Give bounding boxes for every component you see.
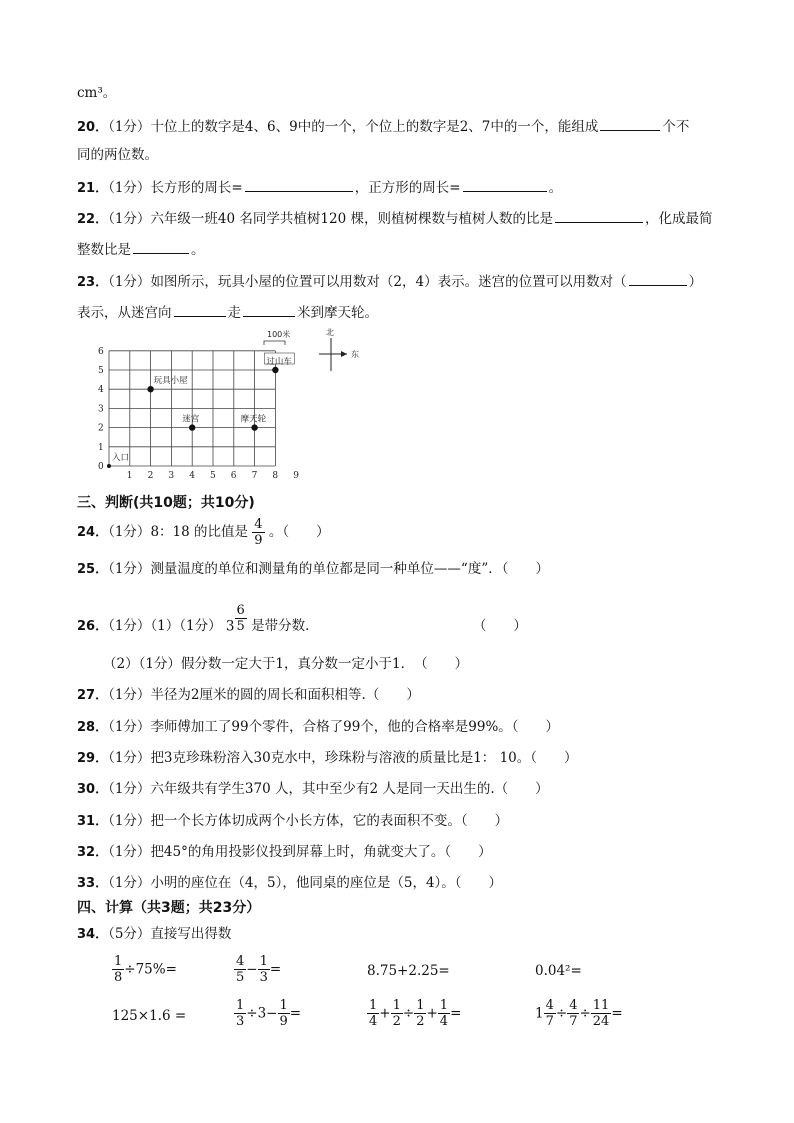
y-tick-label: 2 bbox=[98, 423, 104, 434]
q23-blank-3[interactable] bbox=[243, 302, 295, 317]
question-26-sub2: （2）（1分）假分数一定大于1，真分数一定小于1． （ ） bbox=[103, 656, 469, 672]
expr-2-n2: 1 bbox=[259, 954, 268, 969]
q32-text: 把45°的角用投影仪投到屏幕上时，角就变大了。（ ） bbox=[150, 844, 492, 860]
q25-text: 测量温度的单位和测量角的单位都是同一种单位——“度”．（ ） bbox=[150, 561, 549, 577]
expr-8-whole: 1 bbox=[535, 1005, 544, 1022]
expr-2-frac-1 bbox=[234, 954, 246, 985]
q21-blank-1[interactable] bbox=[245, 177, 353, 192]
x-tick-label: 8 bbox=[272, 471, 279, 481]
x-tick-label: 4 bbox=[189, 471, 195, 481]
q29-score: （1分） bbox=[108, 750, 151, 766]
expr-6-mid: ÷3− bbox=[246, 1005, 278, 1022]
q23-blank-1[interactable] bbox=[629, 271, 687, 286]
q24-frac-d: 9 bbox=[254, 533, 263, 548]
question-23-cont bbox=[77, 302, 378, 322]
question-26 bbox=[77, 603, 527, 647]
question-23 bbox=[77, 271, 702, 292]
q26-text-a: 是带分数． bbox=[251, 618, 319, 634]
expr-6-eq: = bbox=[289, 1005, 302, 1022]
map-point-label: 过山车 bbox=[266, 357, 292, 367]
expr-7-eq: = bbox=[450, 1005, 462, 1022]
q21-score: （1分） bbox=[108, 180, 151, 196]
q22-text-d: 。 bbox=[191, 242, 205, 258]
question-25 bbox=[77, 560, 549, 579]
x-tick-label: 6 bbox=[230, 471, 237, 481]
y-tick-label: 3 bbox=[98, 404, 104, 415]
q24-score: （1分） bbox=[108, 524, 151, 540]
q33-number: 33． bbox=[77, 876, 109, 891]
expr-2-n1: 4 bbox=[236, 954, 245, 969]
q24-fraction bbox=[252, 517, 264, 548]
q29-text: 把3克珍珠粉溶入30克水中，珍珠粉与溶液的质量比是1： 10。（ ） bbox=[150, 750, 578, 766]
q20-score: （1分） bbox=[108, 119, 151, 135]
y-tick-label: 1 bbox=[98, 442, 104, 453]
east-label: 东 bbox=[351, 350, 359, 359]
q20-text-end: 个不 bbox=[662, 119, 690, 135]
coordinate-map bbox=[95, 326, 375, 484]
question-28 bbox=[77, 718, 559, 737]
x-tick-label: 1 bbox=[126, 471, 133, 481]
expr-2-op: − bbox=[246, 961, 258, 978]
expr-7-d2: 2 bbox=[392, 1014, 401, 1029]
expr-7-d3: 2 bbox=[416, 1014, 425, 1029]
question-24 bbox=[77, 516, 330, 549]
q22-blank-2[interactable] bbox=[133, 239, 189, 254]
grid-lines bbox=[109, 351, 275, 466]
q26-number: 26． bbox=[77, 619, 109, 634]
q22-text-b: ，化成最简 bbox=[644, 211, 713, 227]
x-tick-label: 7 bbox=[251, 471, 258, 481]
q20-number: 20． bbox=[77, 120, 109, 135]
y-tick-label: 5 bbox=[98, 366, 104, 376]
expr-7-n3: 1 bbox=[416, 998, 425, 1013]
q23-blank-2[interactable] bbox=[174, 302, 226, 317]
expr-7-op1: + bbox=[379, 1005, 391, 1022]
map-point bbox=[272, 367, 278, 373]
question-20 bbox=[77, 116, 689, 137]
expr-8-n2: 4 bbox=[569, 998, 578, 1013]
expr-7-n2: 1 bbox=[392, 998, 401, 1013]
y-tick-label: 6 bbox=[98, 346, 104, 357]
q24-frac-n: 4 bbox=[254, 517, 263, 532]
question-33 bbox=[77, 874, 502, 893]
expr-8 bbox=[535, 998, 623, 1029]
question-22-cont bbox=[77, 239, 205, 259]
expr-8-d1: 7 bbox=[545, 1014, 554, 1029]
y-tick-label: 0 bbox=[98, 462, 104, 472]
expr-7-op2: ÷ bbox=[402, 1005, 415, 1022]
map-point bbox=[107, 464, 111, 468]
q28-text: 李师傅加工了99个零件，合格了99个，他的合格率是99%。（ ） bbox=[150, 719, 560, 735]
q24-text-b: 。（ ） bbox=[268, 524, 330, 540]
expr-1-d: 8 bbox=[114, 970, 123, 985]
q26-frac-d: 5 bbox=[236, 619, 245, 634]
map-point-label: 玩具小屋 bbox=[153, 376, 188, 387]
question-22 bbox=[77, 208, 712, 229]
expr-8-n1: 4 bbox=[545, 998, 554, 1013]
q21-text-b: ，正方形的周长= bbox=[354, 180, 461, 196]
y-tick-label: 4 bbox=[98, 385, 104, 396]
expr-2-d2: 3 bbox=[259, 970, 268, 985]
q29-number: 29． bbox=[77, 751, 109, 766]
map-point-label: 迷宫 bbox=[182, 414, 200, 425]
q23-text-a: 如图所示，玩具小屋的位置可以用数对（2，4）表示。迷宫的位置可以用数对（ bbox=[150, 274, 627, 290]
expr-7-frac-2 bbox=[391, 998, 403, 1029]
expr-7-frac-1 bbox=[367, 998, 379, 1029]
q31-score: （1分） bbox=[108, 813, 151, 829]
q26-frac-n: 6 bbox=[236, 603, 245, 618]
q24-text-a: 8：18 的比值是 bbox=[150, 524, 248, 540]
q32-number: 32． bbox=[77, 845, 109, 860]
expr-6-n1: 1 bbox=[236, 998, 245, 1013]
expr-1-frac bbox=[112, 954, 124, 985]
q33-score: （1分） bbox=[108, 875, 151, 891]
section-3-heading: 三、判断(共10题；共10分) bbox=[77, 495, 255, 511]
q27-text: 半径为2厘米的圆的周长和面积相等.（ ） bbox=[150, 687, 420, 703]
expr-2-eq: = bbox=[269, 961, 282, 978]
x-tick-label: 2 bbox=[147, 471, 154, 481]
q28-number: 28． bbox=[77, 720, 109, 735]
expr-5: 125×1.6 = bbox=[112, 1008, 187, 1024]
question-34 bbox=[77, 925, 231, 944]
q34-score: （5分） bbox=[108, 926, 151, 942]
expr-7-n1: 1 bbox=[369, 998, 378, 1013]
expr-8-frac-1 bbox=[544, 998, 556, 1029]
q21-text-c: 。 bbox=[548, 180, 563, 196]
question-31 bbox=[77, 812, 508, 831]
expr-8-d2: 7 bbox=[569, 1014, 578, 1029]
q26-whole: 3 bbox=[225, 618, 235, 635]
x-tick-label: 5 bbox=[210, 471, 216, 481]
question-32 bbox=[77, 843, 492, 862]
q23-score: （1分） bbox=[108, 274, 151, 290]
expr-7 bbox=[367, 998, 461, 1029]
q26-fraction bbox=[235, 603, 247, 634]
expr-6 bbox=[234, 998, 301, 1029]
q22-score: （1分） bbox=[108, 211, 151, 227]
question-20-cont: 同的两位数。 bbox=[77, 147, 158, 163]
question-27 bbox=[77, 686, 420, 705]
expr-8-frac-2 bbox=[567, 998, 579, 1029]
map-point bbox=[189, 424, 195, 430]
expr-8-eq: = bbox=[611, 1005, 623, 1022]
x-tick-label: 9 bbox=[293, 471, 299, 481]
q22-text-c: 整数比是 bbox=[77, 242, 131, 258]
q34-text: 直接写出得数 bbox=[150, 926, 232, 942]
q20-text: 十位上的数字是4、6、9中的一个，个位上的数字是2、7中的一个，能组成 bbox=[150, 119, 599, 135]
q23-text-b: ） bbox=[688, 274, 703, 290]
q20-blank[interactable] bbox=[600, 116, 660, 131]
expr-7-frac-4 bbox=[438, 998, 450, 1029]
map-point-label: 摩天轮 bbox=[240, 414, 267, 425]
expr-8-d3: 24 bbox=[592, 1014, 610, 1029]
q32-score: （1分） bbox=[108, 844, 151, 860]
expr-7-n4: 1 bbox=[439, 998, 449, 1013]
q33-text: 小明的座位在（4，5），他同桌的座位是（5，4）。（ ） bbox=[150, 875, 503, 891]
map-point-label: 入口 bbox=[112, 453, 130, 463]
expr-3: 8.75+2.25= bbox=[367, 963, 450, 979]
q31-text: 把一个长方体切成两个小长方体，它的表面积不变。（ ） bbox=[150, 813, 509, 829]
section-4-heading: 四、计算（共3题；共23分） bbox=[77, 900, 261, 916]
q27-number: 27． bbox=[77, 688, 109, 703]
expr-6-frac-1 bbox=[234, 998, 246, 1029]
q21-text-a: 长方形的周长= bbox=[150, 180, 243, 196]
unit-fragment: cm³。 bbox=[77, 85, 117, 101]
expr-8-op2: ÷ bbox=[579, 1005, 591, 1022]
expr-7-op3: + bbox=[426, 1005, 438, 1022]
q30-score: （1分） bbox=[108, 781, 151, 797]
q23-text-d: 走 bbox=[227, 305, 241, 321]
q26-paren: （ ） bbox=[472, 618, 527, 634]
scale-bar bbox=[264, 329, 290, 345]
q28-score: （1分） bbox=[108, 719, 151, 735]
q25-number: 25． bbox=[77, 562, 109, 577]
expr-2 bbox=[234, 954, 281, 985]
expr-4: 0.04²= bbox=[535, 963, 582, 979]
expr-1-rest: ÷75%= bbox=[124, 961, 177, 978]
q23-text-e: 米到摩天轮。 bbox=[297, 305, 378, 321]
expr-1-n: 1 bbox=[114, 954, 123, 969]
q27-score: （1分） bbox=[108, 687, 151, 703]
expr-6-d1: 3 bbox=[236, 1014, 245, 1029]
question-29 bbox=[77, 749, 578, 768]
q22-blank-1[interactable] bbox=[555, 208, 643, 223]
q21-blank-2[interactable] bbox=[463, 177, 547, 192]
q23-number: 23． bbox=[77, 275, 109, 290]
expr-7-frac-3 bbox=[414, 998, 426, 1029]
expr-6-n2: 1 bbox=[279, 998, 288, 1013]
map-point bbox=[251, 424, 257, 430]
north-label: 北 bbox=[326, 328, 334, 337]
scale-label: 100米 bbox=[267, 330, 291, 339]
q30-text: 六年级共有学生370 人，其中至少有2 人是同一天出生的.（ ） bbox=[150, 781, 549, 797]
expr-6-frac-2 bbox=[278, 998, 290, 1029]
x-tick-label: 3 bbox=[168, 471, 175, 481]
q22-number: 22． bbox=[77, 212, 109, 227]
q24-number: 24． bbox=[77, 525, 109, 540]
question-30 bbox=[77, 780, 549, 799]
expr-6-d2: 9 bbox=[279, 1014, 288, 1029]
expr-8-frac-3 bbox=[591, 998, 612, 1029]
q22-text-a: 六年级一班40 名同学共植树120 棵，则植树棵数与植树人数的比是 bbox=[150, 211, 553, 227]
compass-icon bbox=[319, 327, 359, 371]
expr-8-op1: ÷ bbox=[555, 1005, 568, 1022]
expr-2-d1: 5 bbox=[236, 970, 245, 985]
map-point bbox=[147, 386, 153, 392]
q26-score: （1分） bbox=[108, 618, 151, 634]
q34-number: 34． bbox=[77, 927, 109, 942]
expr-7-d1: 4 bbox=[369, 1014, 378, 1029]
q23-text-c: 表示，从迷宫向 bbox=[77, 305, 172, 321]
q31-number: 31． bbox=[77, 814, 109, 829]
question-21 bbox=[77, 177, 562, 198]
q21-number: 21． bbox=[77, 181, 109, 196]
q30-number: 30． bbox=[77, 782, 109, 797]
expr-2-frac-2 bbox=[258, 954, 270, 985]
expr-7-d4: 4 bbox=[439, 1014, 449, 1029]
expr-1 bbox=[112, 954, 177, 985]
expr-8-n3: 11 bbox=[592, 998, 610, 1013]
q25-score: （1分） bbox=[108, 561, 151, 577]
q26-sub1: （1）（1分） bbox=[150, 618, 222, 634]
